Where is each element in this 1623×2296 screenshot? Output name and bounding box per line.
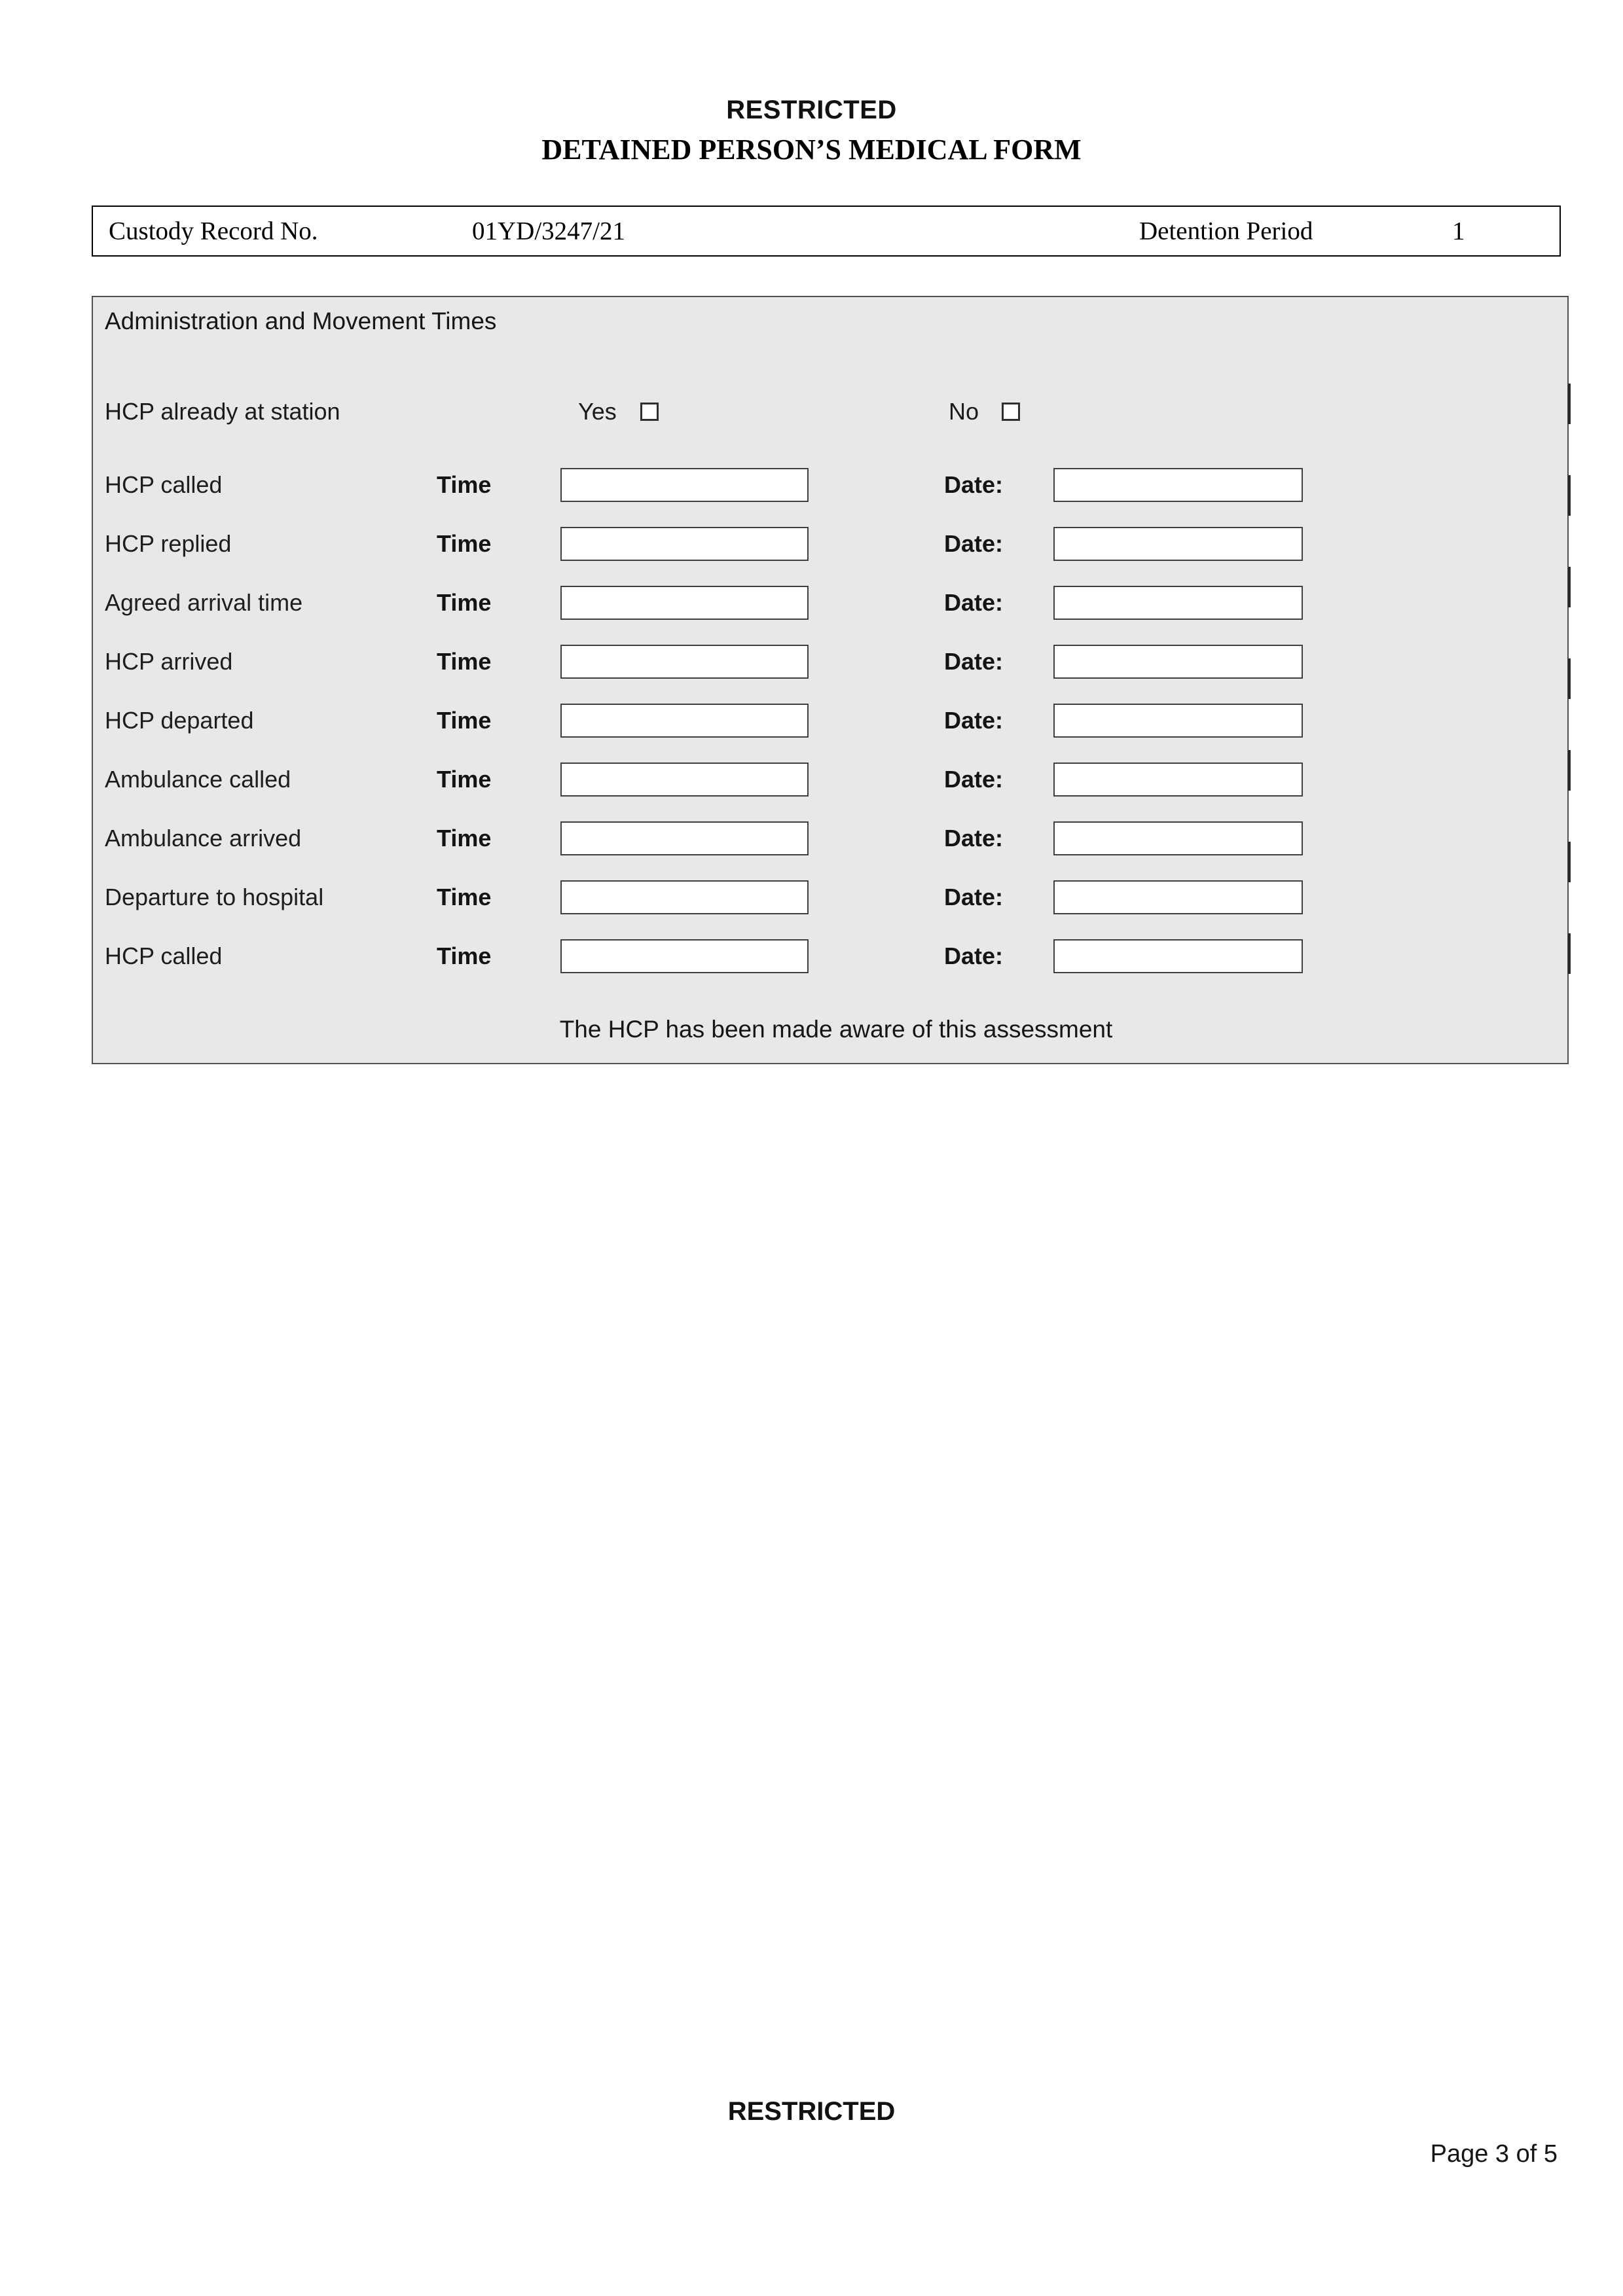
time-label: Time (437, 648, 492, 675)
date-input[interactable] (1053, 821, 1303, 855)
yes-checkbox[interactable] (640, 403, 659, 421)
time-input[interactable] (560, 880, 809, 914)
movement-row (105, 456, 1567, 514)
row-label: HCP called (105, 471, 223, 498)
no-checkbox[interactable] (1002, 403, 1020, 421)
movement-row (105, 750, 1567, 809)
time-input[interactable] (560, 939, 809, 973)
time-input[interactable] (560, 645, 809, 679)
time-input[interactable] (560, 527, 809, 561)
date-input[interactable] (1053, 939, 1303, 973)
section-title: Administration and Movement Times (105, 308, 497, 334)
time-label: Time (437, 766, 492, 793)
row-label: Agreed arrival time (105, 589, 303, 616)
time-input[interactable] (560, 704, 809, 738)
date-input[interactable] (1053, 586, 1303, 620)
time-label: Time (437, 942, 492, 969)
date-input[interactable] (1053, 645, 1303, 679)
page-number: Page 3 of 5 (1430, 2140, 1558, 2168)
time-label: Time (437, 530, 492, 557)
movement-rows (105, 456, 1567, 986)
hcp-at-station-label: HCP already at station (105, 398, 340, 425)
classification-banner-bottom: RESTRICTED (727, 2097, 896, 2126)
row-label: Ambulance arrived (105, 825, 302, 852)
date-label: Date: (944, 942, 1004, 969)
date-label: Date: (944, 707, 1004, 734)
time-input[interactable] (560, 586, 809, 620)
date-input[interactable] (1053, 762, 1303, 797)
no-label: No (949, 398, 979, 425)
time-label: Time (437, 825, 492, 852)
row-label: HCP arrived (105, 648, 233, 675)
movement-row (105, 868, 1567, 927)
movement-row (105, 632, 1567, 691)
classification-banner-top: RESTRICTED (726, 96, 897, 124)
row-label: Ambulance called (105, 766, 291, 793)
date-input[interactable] (1053, 527, 1303, 561)
date-label: Date: (944, 825, 1004, 852)
date-label: Date: (944, 589, 1004, 616)
assessment-note: The HCP has been made aware of this assessment (559, 1016, 1113, 1043)
row-label: HCP replied (105, 530, 232, 557)
time-label: Time (437, 589, 492, 616)
movement-row (105, 514, 1567, 573)
date-input[interactable] (1053, 880, 1303, 914)
time-label: Time (437, 707, 492, 734)
time-input[interactable] (560, 821, 809, 855)
movement-row (105, 573, 1567, 632)
time-label: Time (437, 471, 492, 498)
date-label: Date: (944, 884, 1004, 910)
row-label: Departure to hospital (105, 884, 324, 910)
date-label: Date: (944, 766, 1004, 793)
custody-record-label: Custody Record No. (109, 217, 318, 245)
custody-record-bar (92, 206, 1561, 257)
date-input[interactable] (1053, 704, 1303, 738)
movement-row (105, 927, 1567, 986)
section-admin-movement-times (92, 296, 1569, 1064)
detention-period-value: 1 (1452, 217, 1465, 245)
movement-row (105, 691, 1567, 750)
date-label: Date: (944, 471, 1004, 498)
detention-period-label: Detention Period (1139, 217, 1313, 245)
page-header (0, 0, 1623, 166)
row-label: HCP called (105, 942, 223, 969)
form-title: DETAINED PERSON’S MEDICAL FORM (541, 134, 1082, 166)
row-label: HCP departed (105, 707, 254, 734)
time-input[interactable] (560, 762, 809, 797)
hcp-at-station-row (105, 382, 1567, 441)
row-divider-ticks (1568, 384, 1571, 986)
yes-label: Yes (578, 398, 617, 425)
time-label: Time (437, 884, 492, 910)
custody-record-value: 01YD/3247/21 (472, 217, 625, 245)
date-label: Date: (944, 648, 1004, 675)
date-input[interactable] (1053, 468, 1303, 502)
time-input[interactable] (560, 468, 809, 502)
date-label: Date: (944, 530, 1004, 557)
movement-row (105, 809, 1567, 868)
